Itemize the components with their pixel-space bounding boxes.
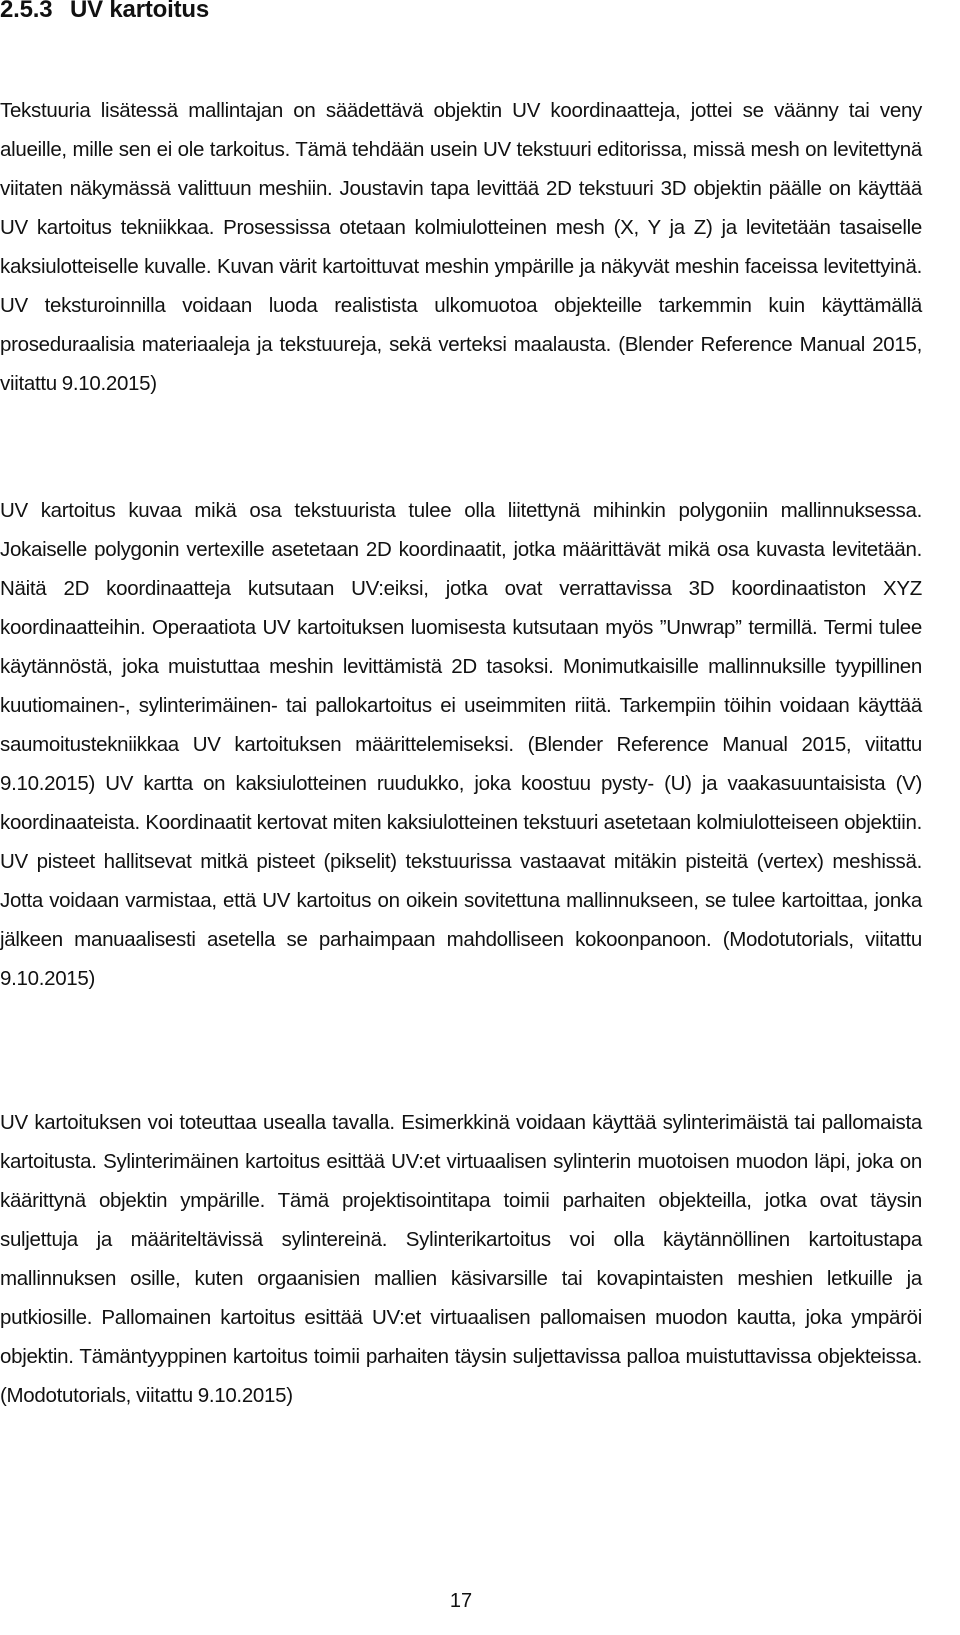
- page-number: 17: [449, 1590, 473, 1612]
- paragraph-1: Tekstuuria lisätessä mallintajan on säädettävä objektin UV koordinaatteja, jottei se väänny tai veny alueille, mille sen ei ole tarkoitus. Tämä tehdään usein UV tekstuuri editorissa, missä mesh on levitettynä viitaten näkymässä valittuun meshiin. Joustavin tapa levittää 2D tekstuuri 3D objektin päälle on käyttää UV kartoitus tekniikkaa. Prosessissa otetaan kolmiulotteinen mesh (X, Y ja Z) ja levitetään tasaiselle kaksiulotteiselle kuvalle. Kuvan värit kartoittuvat meshin ympärille ja näkyvät meshin faceissa levitettyinä. UV teksturoinnilla voidaan luoda realistista ulkomuotoa objekteille tarkemmin kuin käyttämällä proseduraalisia materiaaleja ja tekstuureja, sekä verteksi maalausta. (Blender Reference Manual 2015, viitattu 9.10.2015): [0, 99, 922, 395]
- section-heading: [0, 0, 209, 24]
- paragraph-3: UV kartoituksen voi toteuttaa usealla tavalla. Esimerkkinä voidaan käyttää sylinterimäistä tai pallomaista kartoitusta. Sylinterimäinen kartoitus esittää UV:et virtuaalisen sylinterin muotoisen muodon läpi, joka on käärittynä objektin ympärille. Tämä projektisointitapa toimii parhaiten objekteilla, jotka ovat täysin suljettuja ja määriteltävissä sylintereinä. Sylinterikartoitus voi olla käytännöllinen kartoitustapa mallinnuksen osille, kuten orgaanisien mallien käsivarsille tai kovapintaisten meshien letkuille ja putkiosille. Pallomainen kartoitus esittää UV:et virtuaalisen pallomaisen muodon kautta, joka ympäröi objektin. Tämäntyyppinen kartoitus toimii parhaiten täysin suljettavissa palloa muistuttavissa objekteissa. (Modotutorials, viitattu 9.10.2015): [0, 1111, 922, 1407]
- section-title: UV kartoitus: [70, 0, 209, 23]
- section-number: 2.5.3: [0, 0, 53, 23]
- paragraph-2: UV kartoitus kuvaa mikä osa tekstuurista tulee olla liitettynä mihinkin polygoniin mallinnuksessa. Jokaiselle polygonin vertexille asetetaan 2D koordinaatit, jotka määrittävät mikä osa kuvasta levitetään. Näitä 2D koordinaatteja kutsutaan UV:eiksi, jotka ovat verrattavissa 3D koordinaatiston XYZ koordinaatteihin. Operaatiota UV kartoituksen luomisesta kutsutaan myös ”Unwrap” termillä. Termi tulee käytännöstä, joka muistuttaa meshin levittämistä 2D tasoksi. Monimutkaisille mallinnuksille tyypillinen kuutiomainen-, sylinterimäinen- tai pallokartoitus ei useimmiten riitä. Tarkempiin töihin voidaan käyttää saumoitustekniikkaa UV kartoituksen määrittelemiseksi. (Blender Reference Manual 2015, viitattu 9.10.2015) UV kartta on kaksiulotteinen ruudukko, joka koostuu pysty- (U) ja vaakasuuntaisista (V) koordinaateista. Koordinaatit kertovat miten kaksiulotteinen tekstuuri asetetaan kolmiulotteiseen objektiin. UV pisteet hallitsevat mitkä pisteet (pikselit) tekstuurissa vastaavat mitäkin pisteitä (vertex) meshissä. Jotta voidaan varmistaa, että UV kartoitus on oikein sovitettuna mallinnukseen, se tulee kartoittaa, jonka jälkeen manuaalisesti asetella se parhaimpaan mahdolliseen kokoonpanoon. (Modotutorials, viitattu 9.10.2015): [0, 499, 922, 990]
